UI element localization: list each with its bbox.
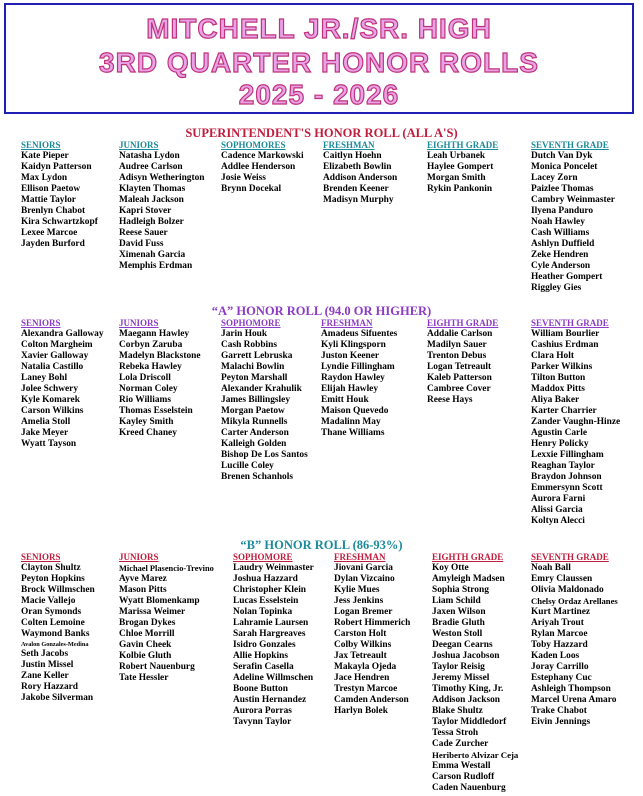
student-name: Madalinn May: [321, 417, 381, 427]
student-name: Cash Robbins: [221, 340, 278, 350]
student-name: Wyatt Blomenkamp: [119, 596, 200, 606]
grade-column: [432, 552, 518, 794]
student-name: Bishop De Los Santos: [221, 450, 308, 460]
student-name: Caden Nauenburg: [432, 783, 506, 793]
student-name: Robert Nauenburg: [119, 662, 195, 672]
student-name: Jiovani Garcia: [334, 563, 393, 573]
student-name: Toby Hazzard: [531, 640, 588, 650]
student-name: Maleah Jackson: [119, 195, 184, 205]
grade-column: [323, 140, 397, 206]
honor-roll-title: 3RD QUARTER HONOR ROLLS: [99, 47, 539, 78]
student-name: Josie Weiss: [221, 173, 266, 183]
student-name: Kalleigh Golden: [221, 439, 287, 449]
student-name: Michael Plasencio-Trevino: [119, 564, 214, 573]
student-name: Elizabeth Bowlin: [323, 162, 392, 172]
student-name: Paizlee Thomas: [531, 184, 594, 194]
student-name: Maegann Hawley: [119, 329, 190, 339]
student-name: Jeremy Missel: [432, 673, 490, 683]
student-name: Serafin Casella: [233, 662, 294, 672]
student-name: Estephany Cuc: [531, 673, 592, 683]
grade-column: [119, 552, 214, 684]
student-name: Cambry Weinmaster: [531, 195, 615, 205]
student-name: Emmersynn Scott: [531, 483, 603, 493]
grade-heading: SOPHOMORES: [221, 140, 286, 150]
student-name: Leah Urbanek: [427, 151, 486, 161]
student-name: Maison Quevedo: [321, 406, 389, 416]
student-name: Laudry Weinmaster: [233, 563, 314, 573]
student-name: Braydon Johnson: [531, 472, 602, 482]
grade-heading: SOPHOMORE: [233, 552, 293, 562]
student-name: Rio Williams: [119, 395, 172, 405]
student-name: Jace Hendren: [334, 673, 390, 683]
grade-heading: SENIORS: [21, 318, 61, 328]
student-name: Trenton Debus: [427, 351, 487, 361]
school-title: MITCHELL JR./SR. HIGH: [146, 13, 492, 44]
student-name: Colten Lemoine: [21, 618, 85, 628]
student-name: Deegan Cearns: [432, 640, 493, 650]
student-name: Christopher Klein: [233, 585, 307, 595]
grade-heading: JUNIORS: [119, 140, 159, 150]
student-name: Alexandra Galloway: [21, 329, 104, 339]
student-name: Ilyena Panduro: [531, 206, 594, 216]
student-name: Kaleb Patterson: [427, 373, 492, 383]
grade-column: [531, 140, 615, 294]
student-name: Peyton Marshall: [221, 373, 288, 383]
student-name: Seth Jacobs: [21, 649, 69, 659]
student-name: Noah Hawley: [531, 217, 585, 227]
student-name: Joshua Hazzard: [233, 574, 298, 584]
grade-column: [233, 552, 314, 728]
student-name: Kyle Komarek: [21, 395, 80, 405]
student-name: Mason Pitts: [119, 585, 167, 595]
student-name: Addalie Carlson: [427, 329, 493, 339]
student-name: Jaxen Wilson: [432, 607, 486, 617]
student-name: Morgan Paetow: [221, 406, 285, 416]
student-name: Jolee Schwery: [21, 384, 79, 394]
student-name: Adeline Willmschen: [233, 673, 314, 683]
student-name: Lucas Esselstein: [233, 596, 299, 606]
student-name: Clayton Shultz: [21, 563, 81, 573]
student-name: Raydon Hawley: [321, 373, 385, 383]
grade-heading: FRESHMAN: [321, 318, 373, 328]
student-name: Max Lydon: [21, 173, 68, 183]
grade-heading: SOPHOMORE: [221, 318, 281, 328]
student-name: Ashleigh Thompson: [531, 684, 611, 694]
student-name: Alissi Garcia: [531, 505, 583, 515]
student-name: Karter Charrier: [531, 406, 597, 416]
student-name: Colton Margheim: [21, 340, 93, 350]
student-name: Liam Schild: [432, 596, 481, 606]
student-name: Laney Bohl: [21, 373, 68, 383]
student-name: Brynn Docekal: [221, 184, 282, 194]
student-name: Kylie Mues: [334, 585, 380, 595]
student-name: Robert Himmerich: [334, 618, 411, 628]
grade-heading: JUNIORS: [119, 318, 159, 328]
student-name: Nolan Topinka: [233, 607, 293, 617]
student-name: Lola Driscoll: [119, 373, 171, 383]
student-name: Logan Tetreault: [427, 362, 492, 372]
grade-heading: JUNIORS: [119, 552, 159, 562]
grade-heading: EIGHTH GRADE: [427, 318, 499, 328]
student-name: Thomas Esselstein: [119, 406, 193, 416]
student-name: Natalia Castillo: [21, 362, 84, 372]
student-name: Thane Williams: [321, 428, 385, 438]
school-year: 2025 - 2026: [238, 79, 400, 110]
student-name: Cash Williams: [531, 228, 590, 238]
grade-column: [119, 140, 205, 272]
student-name: Cashius Erdman: [531, 340, 599, 350]
student-name: Malachi Bowlin: [221, 362, 285, 372]
student-name: Juston Keener: [321, 351, 380, 361]
grade-heading: SEVENTH GRADE: [531, 318, 609, 328]
student-name: Boone Button: [233, 684, 288, 694]
student-name: Lahramie Laursen: [233, 618, 309, 628]
student-name: Gavin Cheek: [119, 640, 172, 650]
student-name: Carter Anderson: [221, 428, 289, 438]
student-name: Jakobe Silverman: [21, 693, 94, 703]
student-name: Monica Poncelet: [531, 162, 598, 172]
student-name: Bradie Gluth: [432, 618, 485, 628]
student-name: Rory Hazzard: [21, 682, 79, 692]
grade-column: [531, 318, 620, 527]
student-name: Reese Sauer: [119, 228, 168, 238]
student-name: Kaidyn Patterson: [21, 162, 92, 172]
student-name: Macie Vallejo: [21, 596, 76, 606]
student-name: Clara Holt: [531, 351, 574, 361]
grade-column: [221, 140, 304, 195]
student-name: Chelsy Ordaz Arellanes: [531, 596, 618, 606]
student-name: Wyatt Tayson: [21, 439, 77, 449]
student-name: Brock Willmschen: [21, 585, 95, 595]
student-name: Jake Meyer: [21, 428, 69, 438]
student-name: Memphis Erdman: [119, 261, 193, 271]
student-name: Kaden Loos: [531, 651, 580, 661]
student-name: Sophia Strong: [432, 585, 489, 595]
student-name: Corbyn Zaruba: [119, 340, 183, 350]
student-name: Waymond Banks: [21, 629, 90, 639]
student-name: Xavier Galloway: [21, 351, 89, 361]
student-name: Trestyn Marcoe: [334, 684, 398, 694]
student-name: Heriberto Alvizar Ceja: [432, 750, 519, 760]
student-name: Henry Policky: [531, 439, 589, 449]
student-name: Brenen Schanhols: [221, 472, 293, 482]
student-name: Jarin Houk: [221, 329, 268, 339]
student-name: Aliya Baker: [531, 395, 580, 405]
student-name: Joshua Jacobson: [432, 651, 500, 661]
student-name: Jax Tetreault: [334, 651, 387, 661]
grade-column: [531, 552, 618, 728]
student-name: Oran Symonds: [21, 607, 82, 617]
student-name: Colby Wilkins: [334, 640, 392, 650]
grade-heading: FRESHMAN: [334, 552, 386, 562]
student-name: Marissa Weimer: [119, 607, 186, 617]
student-name: Logan Bremer: [334, 607, 393, 617]
student-name: Adisyn Wetherington: [119, 173, 205, 183]
student-name: Dutch Van Dyk: [531, 151, 593, 161]
grade-column: [21, 318, 104, 450]
grade-column: [334, 552, 410, 717]
student-name: Madilyn Sauer: [427, 340, 487, 350]
student-name: Natasha Lydon: [119, 151, 180, 161]
student-name: Maddox Pitts: [531, 384, 585, 394]
student-name: Lexee Marcoe: [21, 228, 78, 238]
student-name: Koltyn Alecci: [531, 516, 585, 526]
student-name: Chloe Morrill: [119, 629, 175, 639]
grade-heading: EIGHTH GRADE: [427, 140, 499, 150]
student-name: Amyleigh Madsen: [432, 574, 505, 584]
student-name: Camden Anderson: [334, 695, 409, 705]
student-name: Ariyah Trout: [531, 618, 584, 628]
student-name: Addlee Henderson: [221, 162, 296, 172]
student-name: Morgan Smith: [427, 173, 486, 183]
student-name: Carson Rudloff: [432, 772, 495, 782]
student-name: Agustin Carle: [531, 428, 587, 438]
student-name: Sarah Hargreaves: [233, 629, 306, 639]
student-name: Koy Otte: [432, 563, 469, 573]
student-name: Ximenah Garcia: [119, 250, 186, 260]
student-name: Isidro Gonzales: [233, 640, 296, 650]
student-name: Olivia Maldonado: [531, 585, 604, 595]
student-name: Elijah Hawley: [321, 384, 379, 394]
student-name: Kapri Stover: [119, 206, 172, 216]
student-name: Trake Chabot: [531, 706, 587, 716]
grade-column: [21, 140, 98, 250]
student-name: Garrett Lebruska: [221, 351, 293, 361]
student-name: Blake Shultz: [432, 706, 483, 716]
student-name: Kreed Chaney: [119, 428, 177, 438]
student-name: David Fuss: [119, 239, 164, 249]
student-name: Aurora Farni: [531, 494, 586, 504]
student-name: Rebeka Hawley: [119, 362, 182, 372]
student-name: Harlyn Bolek: [334, 706, 388, 716]
grade-heading: EIGHTH GRADE: [432, 552, 504, 562]
student-name: Mikyla Runnells: [221, 417, 288, 427]
student-name: Emma Westall: [432, 761, 491, 771]
student-name: Lucille Coley: [221, 461, 274, 471]
student-name: Kolbie Gluth: [119, 651, 172, 661]
student-name: Kate Pieper: [21, 151, 69, 161]
student-name: Kyli Klingsporn: [321, 340, 386, 350]
student-name: Joray Carrillo: [531, 662, 589, 672]
student-name: Timothy King, Jr.: [432, 684, 504, 694]
student-name: Dylan Vizcaino: [334, 574, 395, 584]
grade-column: [21, 552, 95, 704]
student-name: Tessa Stroh: [432, 728, 479, 738]
student-name: Addison Anderson: [323, 173, 398, 183]
student-name: Eivin Jennings: [531, 717, 591, 727]
student-name: Allie Hopkins: [233, 651, 288, 661]
student-name: Kira Schwartzkopf: [21, 217, 98, 227]
student-name: Norman Coley: [119, 384, 178, 394]
student-name: Zane Keller: [21, 671, 69, 681]
student-name: Parker Wilkins: [531, 362, 593, 372]
student-name: James Billingsley: [221, 395, 291, 405]
student-name: Jess Jenkins: [334, 596, 384, 606]
student-name: Zeke Hendren: [531, 250, 589, 260]
student-name: Zander Vaughn-Hinze: [531, 417, 621, 427]
student-name: Heather Gompert: [531, 272, 603, 282]
student-name: Carston Holt: [334, 629, 387, 639]
student-name: Madisyn Murphy: [323, 195, 394, 205]
section-title: “A” HONOR ROLL (94.0 OR HIGHER): [211, 304, 432, 318]
student-name: Cadence Markowski: [221, 151, 304, 161]
student-name: Riggley Gies: [531, 283, 582, 293]
student-name: Marcel Urena Amaro: [531, 695, 617, 705]
student-name: Kayley Smith: [119, 417, 174, 427]
student-name: Taylor Middledorf: [432, 717, 507, 727]
grade-column: [321, 318, 397, 439]
student-name: Emitt Houk: [321, 395, 369, 405]
student-name: Cambree Cover: [427, 384, 491, 394]
student-name: Haylee Gompert: [427, 162, 494, 172]
student-name: Caitlyn Hoehn: [323, 151, 382, 161]
grade-column: [221, 318, 308, 483]
grade-column: [119, 318, 201, 439]
grade-heading: SENIORS: [21, 552, 61, 562]
student-name: Kurt Martinez: [531, 607, 591, 617]
student-name: Rykin Pankonin: [427, 184, 493, 194]
grade-heading: SENIORS: [21, 140, 61, 150]
student-name: Brenlyn Chabot: [21, 206, 86, 216]
student-name: Rylan Marcoe: [531, 629, 588, 639]
student-name: Lyndie Fillingham: [321, 362, 395, 372]
grade-heading: SEVENTH GRADE: [531, 140, 609, 150]
section-title: “B” HONOR ROLL (86-93%): [240, 538, 403, 552]
student-name: Tate Hessler: [119, 673, 169, 683]
student-name: Mattie Taylor: [21, 195, 76, 205]
student-name: Klayten Thomas: [119, 184, 186, 194]
student-name: Reese Hays: [427, 395, 473, 405]
student-name: William Bourlier: [531, 329, 600, 339]
student-name: Jayden Burford: [21, 239, 85, 249]
student-name: Justin Missel: [21, 660, 74, 670]
student-name: Brenden Keener: [323, 184, 389, 194]
student-name: Amelia Stoll: [21, 417, 71, 427]
student-name: Taylor Reisig: [432, 662, 485, 672]
student-name: Reaghan Taylor: [531, 461, 595, 471]
student-name: Cyle Anderson: [531, 261, 591, 271]
student-name: Lexxie Fillingham: [531, 450, 604, 460]
student-name: Cade Zurcher: [432, 739, 489, 749]
student-name: Austin Hernandez: [233, 695, 307, 705]
student-name: Amadeus Sifuentes: [321, 329, 398, 339]
student-name: Alexander Krahulik: [221, 384, 302, 394]
grade-heading: SEVENTH GRADE: [531, 552, 609, 562]
student-name: Tavynn Taylor: [233, 717, 292, 727]
student-name: Noah Ball: [531, 563, 571, 573]
grade-heading: FRESHMAN: [323, 140, 375, 150]
student-name: Ellison Paetow: [21, 184, 81, 194]
student-name: Madelyn Blackstone: [119, 351, 201, 361]
student-name: Aurora Porras: [233, 706, 292, 716]
grade-column: [427, 318, 498, 406]
student-name: Makayla Ojeda: [334, 662, 397, 672]
student-name: Avalon Gonzales-Medina: [21, 641, 89, 648]
student-name: Brogan Dykes: [119, 618, 176, 628]
student-name: Weston Stoll: [432, 629, 483, 639]
student-name: Peyton Hopkins: [21, 574, 85, 584]
student-name: Ashlyn Duffield: [531, 239, 595, 249]
section-title: SUPERINTENDENT'S HONOR ROLL (ALL A'S): [185, 126, 458, 140]
student-name: Ayve Marez: [119, 574, 167, 584]
student-name: Emry Claussen: [531, 574, 593, 584]
student-name: Addison Jackson: [432, 695, 500, 705]
student-name: Audree Carlson: [119, 162, 183, 172]
student-name: Tilton Button: [531, 373, 586, 383]
student-name: Hadleigh Bolzer: [119, 217, 184, 227]
student-name: Carson Wilkins: [21, 406, 84, 416]
header-box: [4, 3, 634, 114]
grade-column: [427, 140, 498, 195]
student-name: Lacey Zorn: [531, 173, 578, 183]
